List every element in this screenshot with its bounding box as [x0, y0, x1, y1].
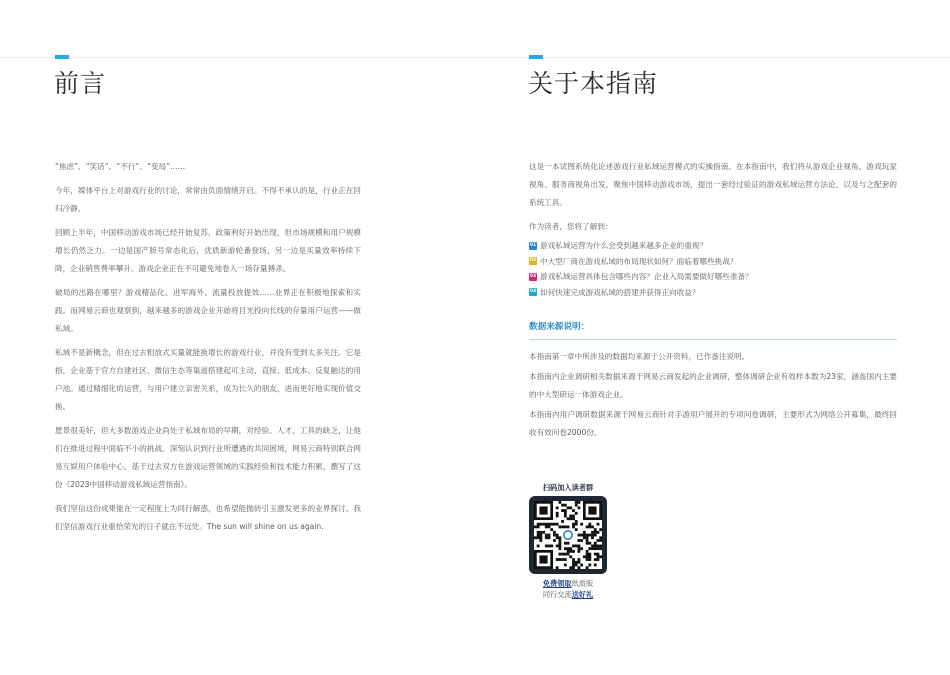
- question-number-badge: 01: [529, 242, 537, 248]
- section-divider: [529, 339, 897, 340]
- about-intro: 这是一本试图系统化论述游戏行业私域运营模式的实操指南。在本指南中，我们将从游戏企业视角、游戏玩家视角、服务商视角出发，聚焦中国移动游戏市场，提出一套经过验证的游戏私域运营方法论，以及与之配套的系统工具。: [529, 162, 897, 207]
- qr-code-frame[interactable]: [529, 496, 607, 574]
- preface-paragraph: 今年，媒体平台上对游戏行业的讨论，常常由负面情绪开启。不得不承认的是，行业正在回归冷静。: [55, 186, 361, 213]
- question-text: 如何快速完成游戏私域的搭建并获得正向收益？: [540, 287, 700, 297]
- question-item: [529, 269, 897, 285]
- qr-code-icon[interactable]: [534, 501, 602, 569]
- preface-heading: 前言: [54, 69, 107, 98]
- question-text: 游戏私域运营为什么会受到越来越多企业的重视？: [540, 241, 708, 250]
- question-item: [529, 285, 897, 301]
- reader-intro: 作为读者，您将了解到：: [529, 222, 613, 231]
- question-number-badge: 02: [529, 258, 537, 264]
- preface-paragraph: 愿景很美好，但大多数游戏企业尚处于私域布局的早期，对经验、人才、工具的缺乏，让他们在推进过程中面临不小的挑战。深刻认识到行业所遭遇的共同困境，网易云商特别联合网易互娱用户体验中心，基于过去双方在游戏运营领域的实践经验和技术能力积累，撰写了这份《2023中国移动游戏私域运营指南》。: [55, 426, 361, 489]
- question-item: [529, 254, 897, 270]
- gift-link[interactable]: 送好礼: [571, 590, 594, 599]
- heading-accent-bar: [529, 55, 543, 59]
- qr-caption: [529, 578, 607, 600]
- question-number-badge: 03: [529, 273, 537, 279]
- top-divider: [0, 57, 950, 58]
- heading-accent-bar: [55, 55, 69, 59]
- qr-caption-text: 同行交流: [542, 590, 572, 599]
- preface-body: [55, 158, 361, 542]
- preface-paragraph: 破局的出路在哪里？游戏精品化、进军海外、流量投放提效……业界正在积极地探索和实践。而网易云商也观察到，越来越多的游戏企业开始将目光投向长线的存量用户运营——做私域。: [55, 288, 361, 333]
- preface-paragraph: “焦虑”、“笑话”、“不行”、“变局”……: [55, 162, 186, 171]
- qr-caption-text: 纸质版: [571, 579, 594, 588]
- qr-code-graphic: [534, 501, 602, 569]
- question-text: 中大型厂商在游戏私域的布局现状如何？面临着哪些挑战？: [540, 256, 738, 266]
- qr-title: 扫码加入读者群: [542, 483, 594, 492]
- data-source-item: 本指南内企业调研相关数据来源于网易云商发起的企业调研，整体调研企业有效样本数为23家，涵盖国内主要的中大型研运一体游戏企业。: [529, 372, 897, 399]
- about-heading: 关于本指南: [528, 69, 659, 98]
- question-number-badge: 04: [529, 289, 537, 295]
- preface-paragraph: 回顾上半年，中国移动游戏市场已经开始复苏，政策利好开始出现，但市场规模和用户规模增长仍然乏力。一边是国产版号常态化后，优质新游轮番登场，另一边是买量效率持续下降，企业销售费率攀升。游戏企业正在不可避免地卷入一场存量搏杀。: [55, 228, 361, 273]
- about-body: [529, 158, 897, 444]
- free-claim-link[interactable]: 免费领取: [542, 579, 572, 588]
- question-item: [529, 238, 897, 254]
- data-source-title: 数据来源说明：: [529, 322, 590, 332]
- preface-paragraph: 私域不是新概念，但在过去粗放式买量就能换增长的游戏行业，并没有受到太多关注。它是指，企业基于官方自建社区、微信生态等渠道搭建起可主动、直接、低成本、反复触达的用户池。通过精细化的运营，与用户建立亲密关系，成为长久的朋友，进而更好地实现价值交换。: [55, 348, 361, 411]
- data-source-item: 本指南第一章中所涉及的数据均来源于公开资料，已作备注说明。: [529, 352, 750, 361]
- question-list: [529, 238, 897, 300]
- preface-paragraph: 我们坚信这份成果能在一定程度上为同行解惑，也希望能抛砖引玉激发更多的业界探讨。我们坚信游戏行业重拾荣光的日子就在不远处。The sun will shine on us again.: [55, 504, 361, 531]
- question-text: 游戏私域运营具体包含哪些内容？企业入局需要做好哪些准备？: [540, 272, 753, 281]
- data-source-item: 本指南内用户调研数据来源于网易云商针对手游用户展开的专项问卷调研，主要形式为网络公开募集，最终回收有效问卷2000份。: [529, 410, 897, 437]
- qr-block: [529, 483, 607, 600]
